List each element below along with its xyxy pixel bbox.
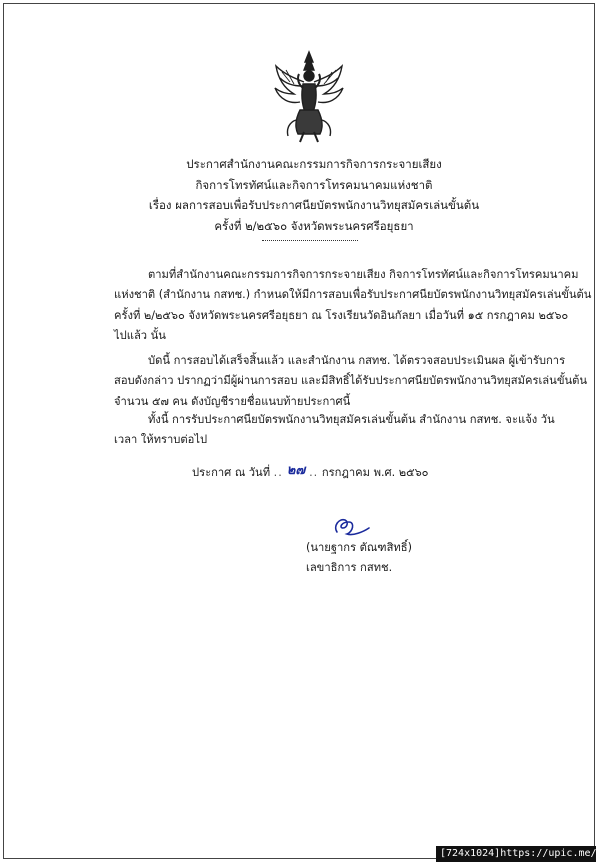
handwritten-signature — [319, 510, 379, 540]
paragraph-3-line-1: ทั้งนี้ การรับประกาศนียบัตรพนักงานวิทยุสมัครเล่นขั้นต้น สำนักงาน กสทช. จะแจ้ง วัน — [148, 413, 555, 426]
paragraph-1-line-4: ไปแล้ว นั้น — [114, 328, 166, 342]
signer-block — [306, 538, 426, 578]
paragraph-3-line-2: เวลา ให้ทราบต่อไป — [114, 433, 208, 447]
paragraph-2-line-2: สอบดังกล่าว ปรากฏว่ามีผู้ผ่านการสอบ และมีสิทธิ์ได้รับประกาศนียบัตรพนักงานวิทยุสมัครเล่นขั้นต้น — [114, 374, 588, 388]
title-line-1: ประกาศสำนักงานคณะกรรมการกิจการกระจายเสียง — [186, 157, 442, 171]
title-line-4: ครั้งที่ ๒/๒๕๖๐ จังหวัดพระนครศรีอยุธยา — [214, 218, 414, 233]
paragraph-1-line-1: ตามที่สำนักงานคณะกรรมการกิจการกระจายเสียง กิจการโทรทัศน์และกิจการโทรคมนาคม — [148, 268, 579, 281]
garuda-emblem-icon — [272, 48, 346, 144]
paragraph-1 — [114, 265, 592, 346]
paragraph-3 — [114, 410, 560, 451]
date-prefix: ประกาศ ณ วันที่ — [192, 466, 271, 479]
signer-name: (นายฐากร ตัณฑสิทธิ์) — [306, 541, 412, 554]
title-line-3: เรื่อง ผลการสอบเพื่อรับประกาศนียบัตรพนักงานวิทยุสมัครเล่นขั้นต้น — [148, 198, 480, 212]
paragraph-2-line-3: จำนวน ๕๗ คน ดังบัญชีรายชื่อแนบท้ายประกาศนี้ — [114, 394, 351, 408]
date-suffix: กรกฎาคม พ.ศ. ๒๕๖๐ — [321, 466, 429, 479]
signer-title: เลขาธิการ กสทช. — [306, 561, 393, 574]
handwritten-day: ๒๗ — [286, 463, 306, 478]
paragraph-2-line-1: บัดนี้ การสอบได้เสร็จสิ้นแล้ว และสำนักงาน กสทช. ได้ตรวจสอบประเมินผล ผู้เข้ารับการ — [148, 354, 566, 367]
paragraph-1-line-3: ครั้งที่ ๒/๒๕๖๐ จังหวัดพระนครศรีอยุธยา ณ โรงเรียนวัดอินกัลยา เมื่อวันที่ ๑๕ กรกฎาคม ๒๕๖๐ — [114, 308, 569, 322]
document-page — [3, 3, 595, 859]
source-watermark: [724x1024]https://upic.me/ — [436, 846, 596, 862]
announcement-date: ประกาศ ณ วันที่ .. ๒๗ .. กรกฎาคม พ.ศ. ๒๕๖๐ — [192, 463, 429, 479]
title-line-2: กิจการโทรทัศน์และกิจการโทรคมนาคมแห่งชาติ — [195, 177, 433, 192]
announcement-title — [124, 154, 504, 236]
paragraph-2 — [114, 351, 588, 412]
paragraph-1-line-2: แห่งชาติ (สำนักงาน กสทช.) กำหนดให้มีการสอบเพื่อรับประกาศนียบัตรพนักงานวิทยุสมัครเล่นขั้นต้น — [114, 288, 592, 302]
title-divider — [262, 240, 358, 241]
